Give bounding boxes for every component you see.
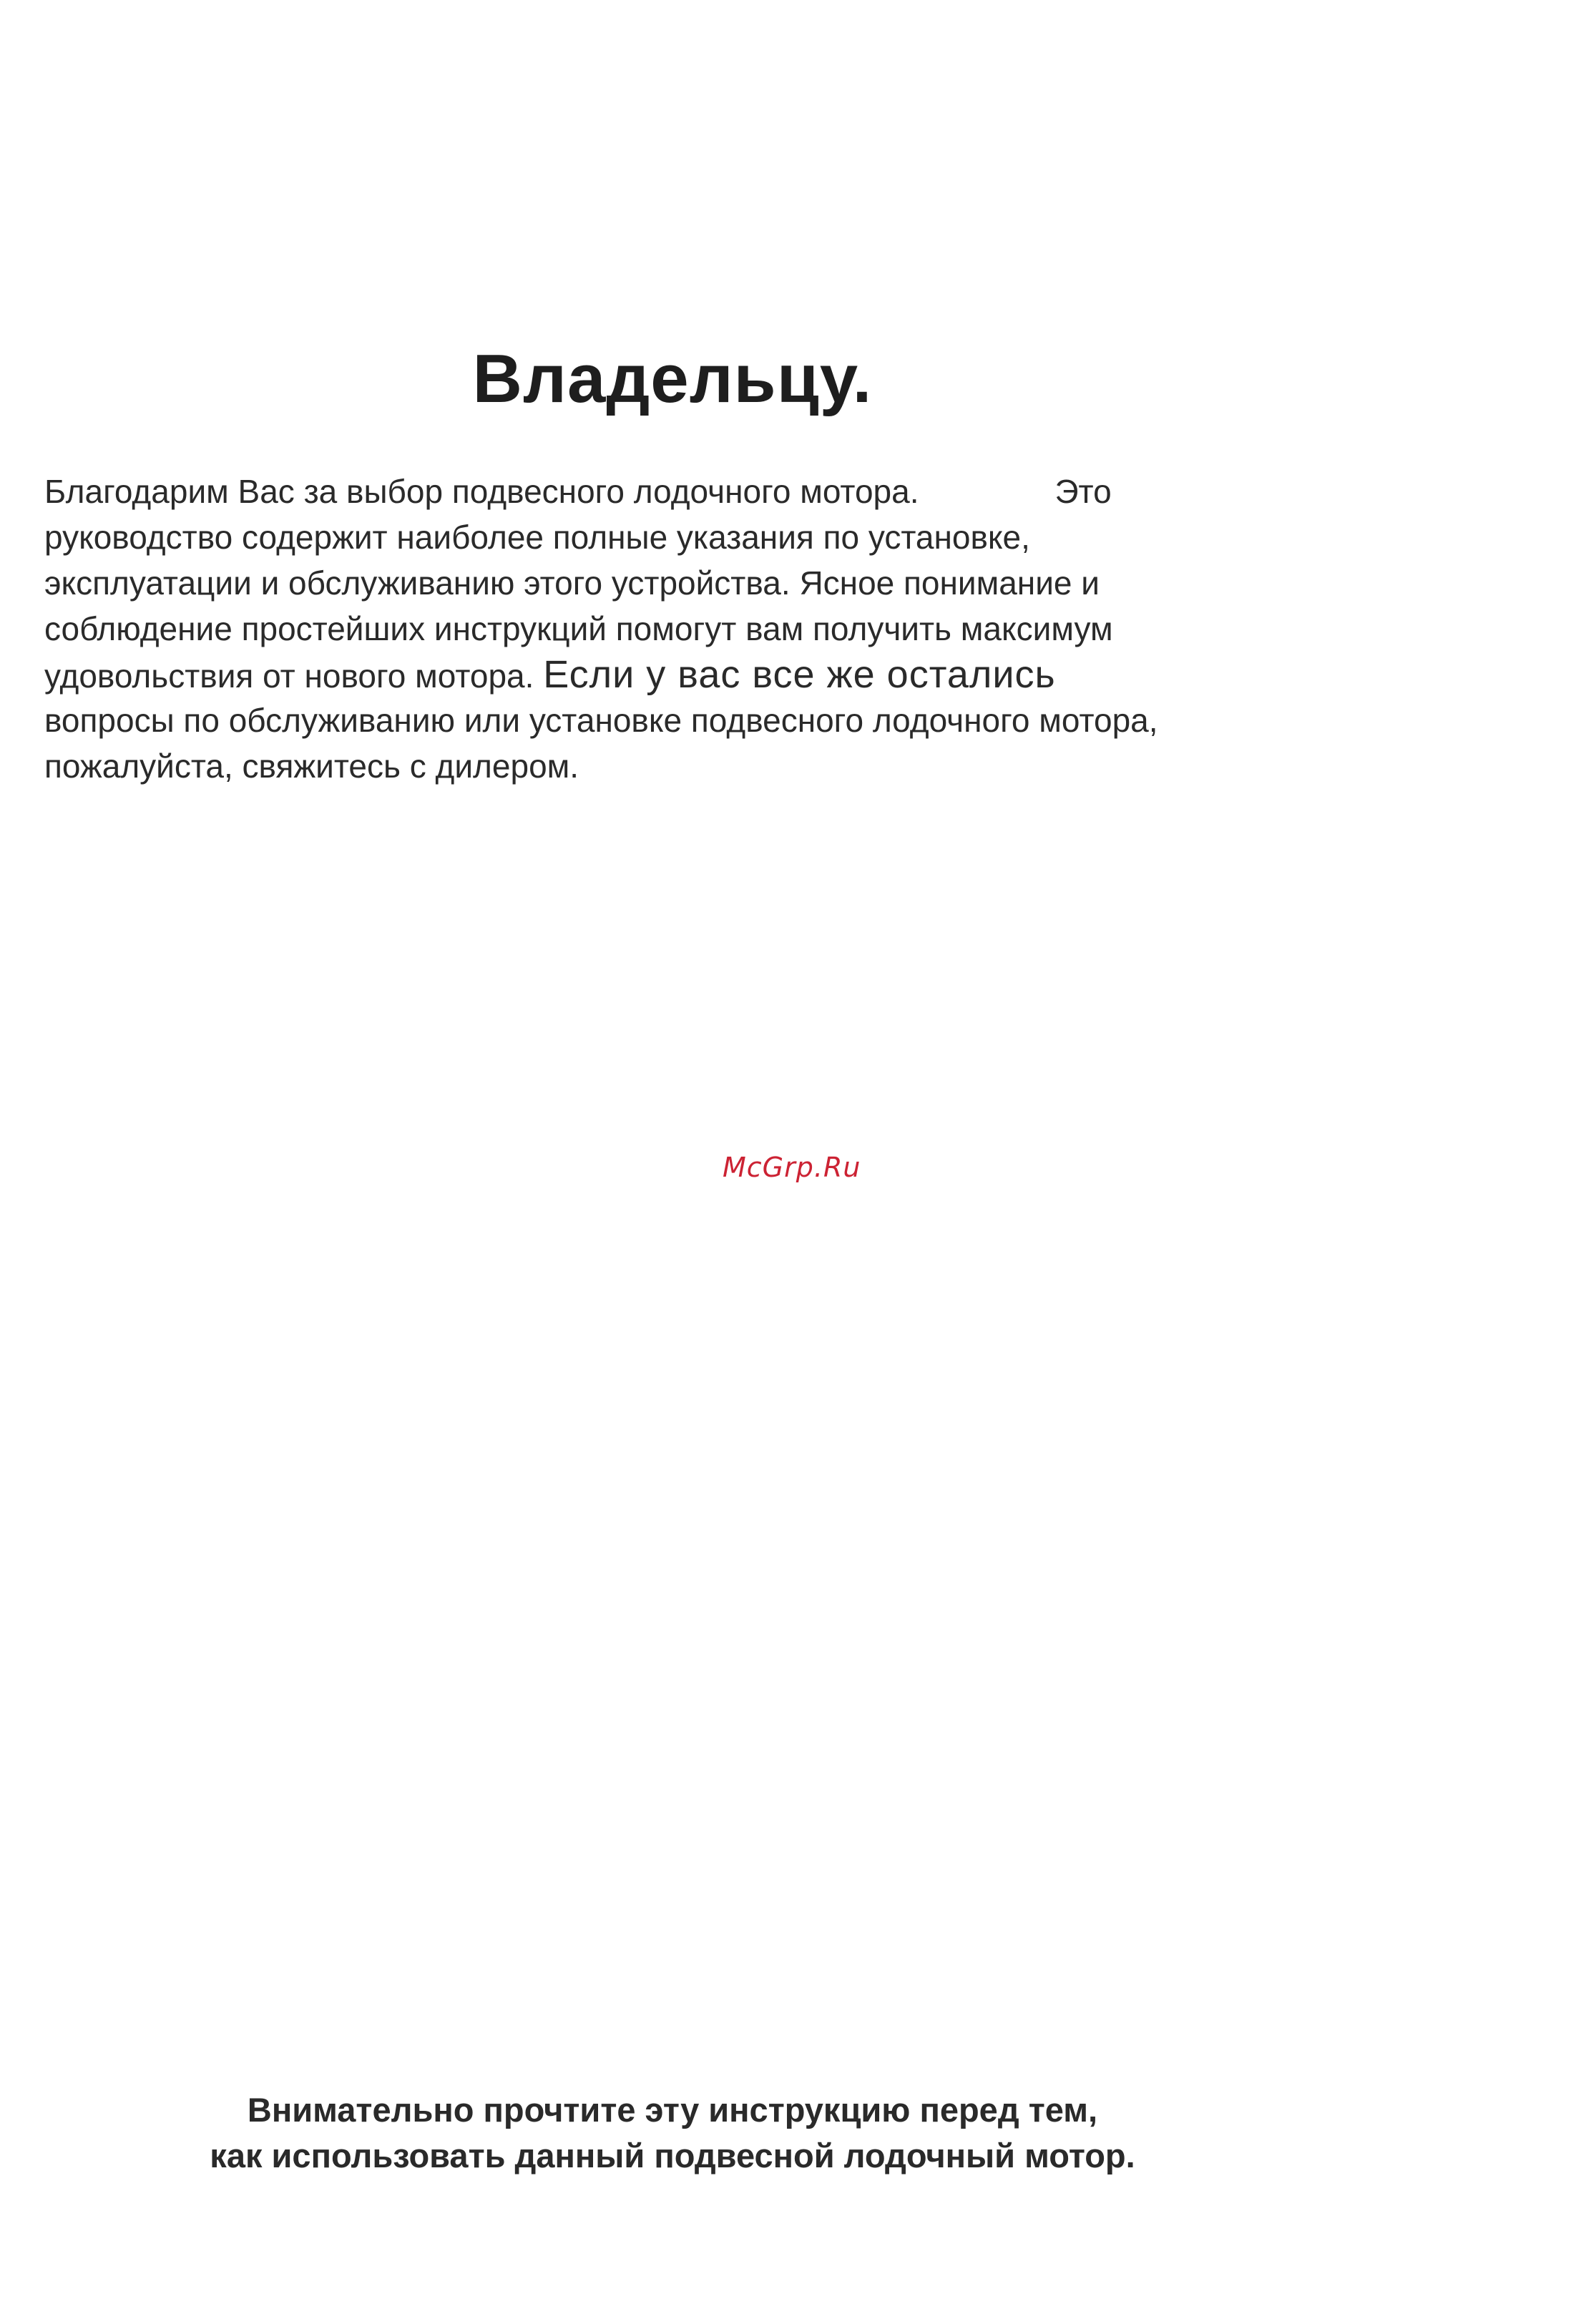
footer-line: Внимательно прочтите эту инструкцию перед тем,: [247, 2091, 1098, 2129]
page-title: Владельцу.: [472, 340, 873, 417]
paragraph-line: соблюдение простейших инструкций помогут вам получить максимум: [44, 610, 1113, 647]
watermark-link[interactable]: McGrp.Ru: [723, 1152, 861, 1183]
footer-line: как использовать данный подвесной лодочный мотор.: [210, 2137, 1135, 2175]
intro-paragraph: [44, 469, 1368, 789]
paragraph-line: вопросы по обслуживанию или установке подвесного лодочного мотора,: [44, 702, 1158, 739]
footer-notice: [0, 2087, 1345, 2179]
paragraph-line: пожалуйста, свяжитесь с дилером.: [44, 747, 579, 785]
paragraph-line: [44, 652, 1368, 697]
paragraph-text-large: Если у вас все же остались: [543, 653, 1056, 696]
paragraph-line: эксплуатации и обслуживанию этого устройства. Ясное понимание и: [44, 564, 1100, 602]
paragraph-text: удовольствия от нового мотора.: [44, 657, 534, 695]
paragraph-text: Это: [1054, 473, 1112, 510]
paragraph-line: руководство содержит наиболее полные указания по установке,: [44, 519, 1030, 556]
paragraph-line: [44, 469, 1368, 514]
paragraph-text: Благодарим Вас за выбор подвесного лодочного мотора.: [44, 473, 919, 510]
